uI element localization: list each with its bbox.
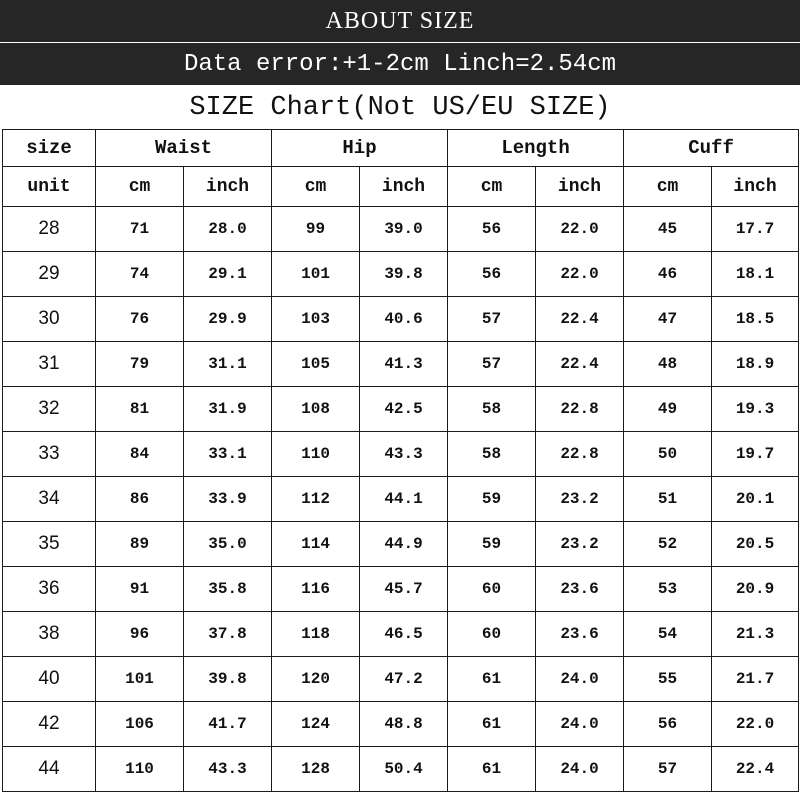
measurement-cell: 28.0 xyxy=(184,207,272,252)
measurement-cell: 44.9 xyxy=(360,522,448,567)
group-header-waist: Waist xyxy=(96,130,272,167)
measurement-cell: 110 xyxy=(272,432,360,477)
table-row xyxy=(3,432,799,477)
measurement-cell: 59 xyxy=(448,522,536,567)
measurement-cell: 81 xyxy=(96,387,184,432)
measurement-cell: 106 xyxy=(96,702,184,747)
unit-header: unit xyxy=(3,167,96,207)
measurement-cell: 118 xyxy=(272,612,360,657)
measurement-cell: 57 xyxy=(448,297,536,342)
measurement-cell: 59 xyxy=(448,477,536,522)
measurement-cell: 50 xyxy=(624,432,712,477)
measurement-cell: 20.5 xyxy=(712,522,799,567)
table-row xyxy=(3,567,799,612)
measurement-cell: 22.0 xyxy=(712,702,799,747)
size-cell: 44 xyxy=(3,747,96,792)
measurement-cell: 45 xyxy=(624,207,712,252)
size-cell: 33 xyxy=(3,432,96,477)
measurement-cell: 110 xyxy=(96,747,184,792)
measurement-cell: 29.1 xyxy=(184,252,272,297)
measurement-cell: 76 xyxy=(96,297,184,342)
measurement-cell: 124 xyxy=(272,702,360,747)
measurement-cell: 41.3 xyxy=(360,342,448,387)
measurement-cell: 50.4 xyxy=(360,747,448,792)
unit-cell: cm xyxy=(272,167,360,207)
measurement-cell: 35.8 xyxy=(184,567,272,612)
measurement-cell: 61 xyxy=(448,747,536,792)
measurement-cell: 18.5 xyxy=(712,297,799,342)
measurement-cell: 89 xyxy=(96,522,184,567)
measurement-cell: 91 xyxy=(96,567,184,612)
measurement-cell: 23.6 xyxy=(536,567,624,612)
measurement-cell: 74 xyxy=(96,252,184,297)
size-cell: 30 xyxy=(3,297,96,342)
measurement-cell: 47 xyxy=(624,297,712,342)
measurement-cell: 114 xyxy=(272,522,360,567)
table-row xyxy=(3,522,799,567)
size-table xyxy=(2,129,799,792)
header-row-units xyxy=(3,167,799,207)
measurement-cell: 103 xyxy=(272,297,360,342)
chart-title xyxy=(0,86,800,130)
size-cell: 36 xyxy=(3,567,96,612)
measurement-cell: 58 xyxy=(448,432,536,477)
measurement-cell: 19.7 xyxy=(712,432,799,477)
size-cell: 35 xyxy=(3,522,96,567)
measurement-cell: 45.7 xyxy=(360,567,448,612)
measurement-cell: 96 xyxy=(96,612,184,657)
about-size-banner xyxy=(0,0,800,42)
measurement-cell: 56 xyxy=(448,207,536,252)
size-cell: 31 xyxy=(3,342,96,387)
measurement-cell: 43.3 xyxy=(360,432,448,477)
measurement-cell: 61 xyxy=(448,657,536,702)
measurement-cell: 22.0 xyxy=(536,207,624,252)
unit-cell: inch xyxy=(712,167,799,207)
measurement-cell: 79 xyxy=(96,342,184,387)
table-row xyxy=(3,387,799,432)
size-cell: 28 xyxy=(3,207,96,252)
measurement-cell: 71 xyxy=(96,207,184,252)
measurement-cell: 112 xyxy=(272,477,360,522)
measurement-cell: 21.7 xyxy=(712,657,799,702)
table-row xyxy=(3,342,799,387)
measurement-cell: 35.0 xyxy=(184,522,272,567)
measurement-cell: 46 xyxy=(624,252,712,297)
unit-cell: inch xyxy=(536,167,624,207)
size-cell: 38 xyxy=(3,612,96,657)
measurement-cell: 55 xyxy=(624,657,712,702)
unit-cell: inch xyxy=(360,167,448,207)
measurement-cell: 23.2 xyxy=(536,477,624,522)
size-cell: 40 xyxy=(3,657,96,702)
measurement-cell: 39.8 xyxy=(360,252,448,297)
table-row xyxy=(3,612,799,657)
measurement-cell: 42.5 xyxy=(360,387,448,432)
measurement-cell: 17.7 xyxy=(712,207,799,252)
measurement-cell: 23.6 xyxy=(536,612,624,657)
header-row-groups xyxy=(3,130,799,167)
table-row xyxy=(3,252,799,297)
size-cell: 34 xyxy=(3,477,96,522)
measurement-cell: 22.8 xyxy=(536,387,624,432)
measurement-cell: 60 xyxy=(448,567,536,612)
measurement-cell: 101 xyxy=(96,657,184,702)
measurement-cell: 18.1 xyxy=(712,252,799,297)
measurement-cell: 101 xyxy=(272,252,360,297)
chart-title-text: SIZE Chart(Not US/EU SIZE) xyxy=(189,93,611,123)
unit-cell: cm xyxy=(96,167,184,207)
size-cell: 32 xyxy=(3,387,96,432)
measurement-cell: 22.4 xyxy=(536,342,624,387)
measurement-cell: 84 xyxy=(96,432,184,477)
measurement-cell: 128 xyxy=(272,747,360,792)
measurement-cell: 29.9 xyxy=(184,297,272,342)
table-row xyxy=(3,207,799,252)
unit-cell: cm xyxy=(624,167,712,207)
measurement-cell: 108 xyxy=(272,387,360,432)
measurement-cell: 43.3 xyxy=(184,747,272,792)
banner-title: ABOUT SIZE xyxy=(325,7,475,34)
measurement-cell: 46.5 xyxy=(360,612,448,657)
measurement-cell: 22.0 xyxy=(536,252,624,297)
measurement-cell: 58 xyxy=(448,387,536,432)
measurement-cell: 22.8 xyxy=(536,432,624,477)
measurement-cell: 20.9 xyxy=(712,567,799,612)
measurement-cell: 31.1 xyxy=(184,342,272,387)
measurement-cell: 57 xyxy=(448,342,536,387)
measurement-cell: 61 xyxy=(448,702,536,747)
measurement-cell: 22.4 xyxy=(536,297,624,342)
measurement-cell: 39.8 xyxy=(184,657,272,702)
measurement-cell: 19.3 xyxy=(712,387,799,432)
measurement-cell: 21.3 xyxy=(712,612,799,657)
table-row xyxy=(3,747,799,792)
measurement-cell: 56 xyxy=(448,252,536,297)
data-error-banner xyxy=(0,43,800,85)
measurement-cell: 54 xyxy=(624,612,712,657)
measurement-cell: 53 xyxy=(624,567,712,612)
table-row xyxy=(3,702,799,747)
measurement-cell: 24.0 xyxy=(536,747,624,792)
group-header-hip: Hip xyxy=(272,130,448,167)
measurement-cell: 41.7 xyxy=(184,702,272,747)
measurement-cell: 49 xyxy=(624,387,712,432)
measurement-cell: 56 xyxy=(624,702,712,747)
measurement-cell: 24.0 xyxy=(536,657,624,702)
group-header-cuff: Cuff xyxy=(624,130,799,167)
size-cell: 29 xyxy=(3,252,96,297)
measurement-cell: 57 xyxy=(624,747,712,792)
measurement-cell: 18.9 xyxy=(712,342,799,387)
size-cell: 42 xyxy=(3,702,96,747)
measurement-cell: 23.2 xyxy=(536,522,624,567)
size-header: size xyxy=(3,130,96,167)
measurement-cell: 52 xyxy=(624,522,712,567)
unit-cell: cm xyxy=(448,167,536,207)
measurement-cell: 31.9 xyxy=(184,387,272,432)
measurement-cell: 51 xyxy=(624,477,712,522)
measurement-cell: 60 xyxy=(448,612,536,657)
measurement-cell: 105 xyxy=(272,342,360,387)
measurement-cell: 48 xyxy=(624,342,712,387)
measurement-cell: 39.0 xyxy=(360,207,448,252)
table-row xyxy=(3,657,799,702)
group-header-length: Length xyxy=(448,130,624,167)
table-row xyxy=(3,477,799,522)
measurement-cell: 20.1 xyxy=(712,477,799,522)
measurement-cell: 44.1 xyxy=(360,477,448,522)
table-row xyxy=(3,297,799,342)
measurement-cell: 37.8 xyxy=(184,612,272,657)
measurement-cell: 33.9 xyxy=(184,477,272,522)
measurement-cell: 33.1 xyxy=(184,432,272,477)
measurement-cell: 99 xyxy=(272,207,360,252)
measurement-cell: 86 xyxy=(96,477,184,522)
banner-note: Data error:+1-2cm Linch=2.54cm xyxy=(183,50,617,78)
measurement-cell: 40.6 xyxy=(360,297,448,342)
measurement-cell: 120 xyxy=(272,657,360,702)
measurement-cell: 24.0 xyxy=(536,702,624,747)
unit-cell: inch xyxy=(184,167,272,207)
measurement-cell: 48.8 xyxy=(360,702,448,747)
measurement-cell: 22.4 xyxy=(712,747,799,792)
measurement-cell: 47.2 xyxy=(360,657,448,702)
measurement-cell: 116 xyxy=(272,567,360,612)
